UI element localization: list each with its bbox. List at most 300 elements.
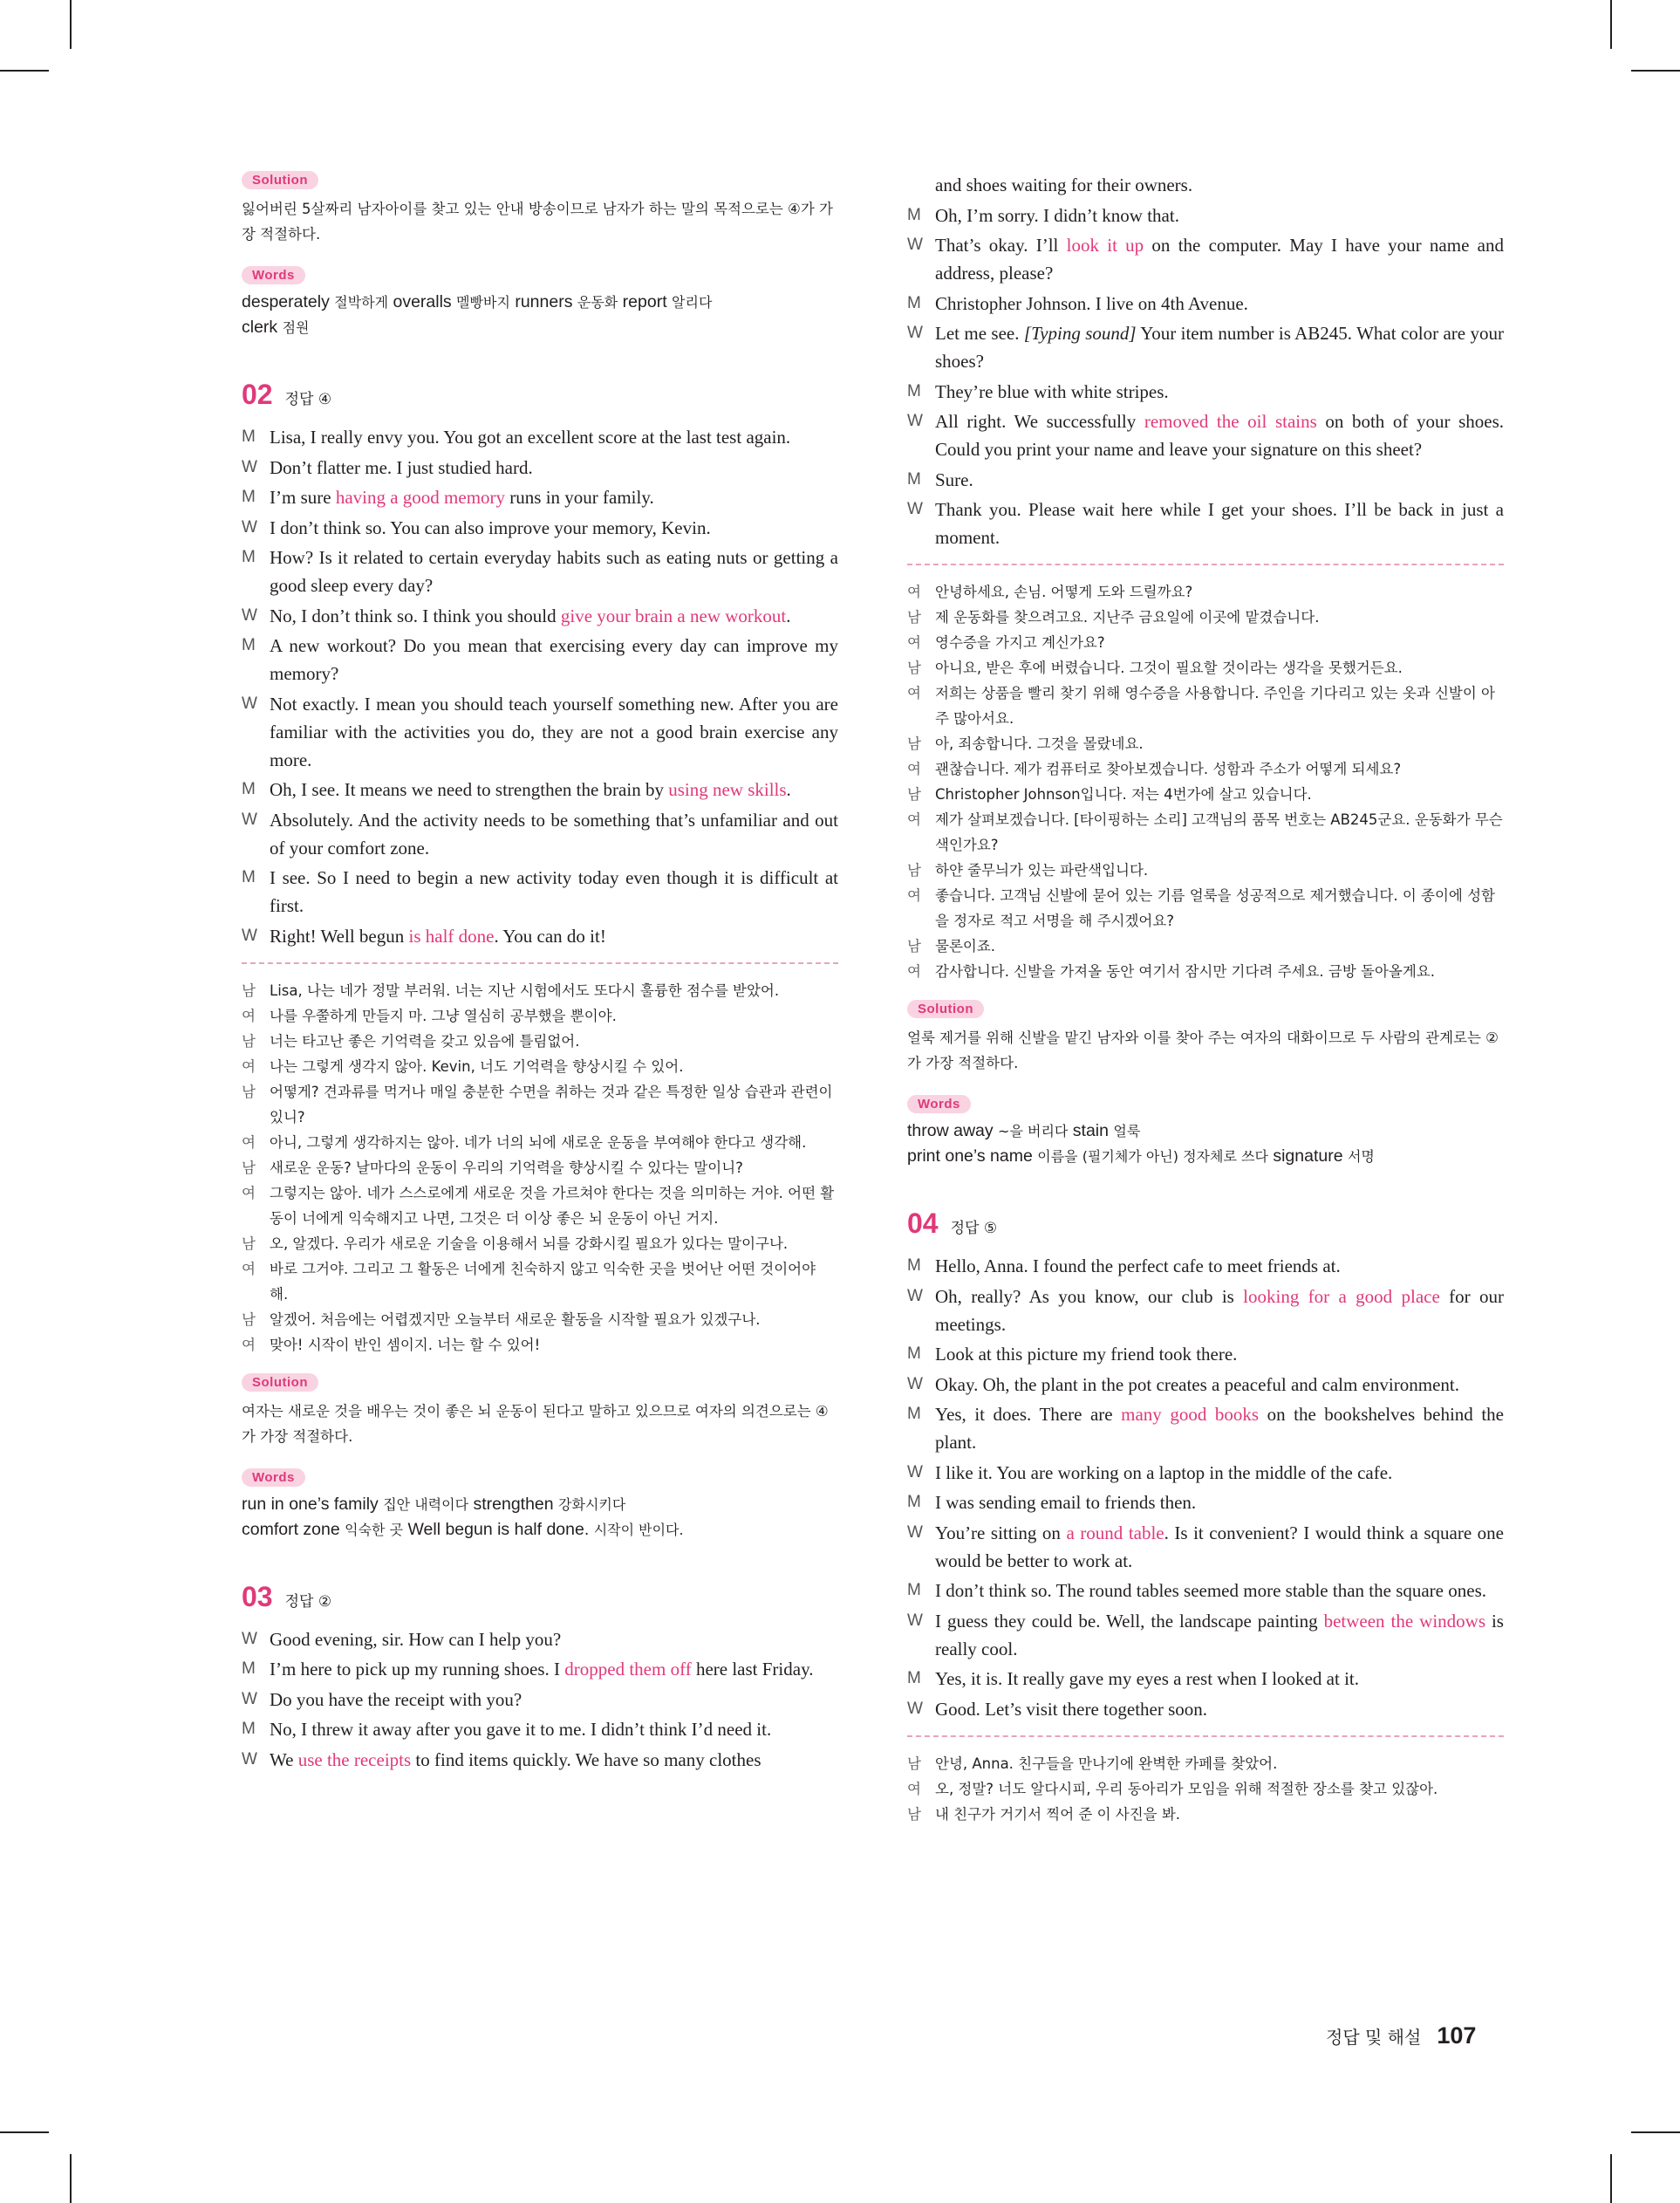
word-term: comfort zone — [242, 1519, 345, 1539]
word-meaning: 얼룩 — [1113, 1123, 1141, 1139]
translation-text: 안녕, Anna. 친구들을 만나기에 완벽한 카페를 찾았어. — [935, 1755, 1278, 1772]
dialogue-text — [270, 1655, 838, 1683]
dashed-divider — [907, 1735, 1504, 1737]
speaker-label: W — [907, 500, 923, 518]
solution-text: 여자는 새로운 것을 배우는 것이 좋은 뇌 운동이 된다고 말하고 있으므로 여자의 의견으로는 ④가 가장 적절하다. — [242, 1402, 829, 1445]
speaker-label — [907, 171, 935, 199]
translation-line — [907, 756, 1504, 782]
text-run: That’s okay. I’ll — [935, 235, 1067, 256]
text-run: Hello, Anna. I found the perfect cafe to meet friends at. — [935, 1255, 1341, 1276]
translation-line — [907, 934, 1504, 959]
dialogue-line — [907, 496, 1504, 551]
translation-text: 오, 알겠다. 우리가 새로운 기술을 이용해서 뇌를 강화시킬 필요가 있다는 말이구나. — [270, 1235, 789, 1252]
speaker-label: M — [242, 428, 256, 446]
text-run: runs in your family. — [505, 487, 654, 508]
text-run: . Is it convenient? I would think a square one would be better to work at. — [935, 1522, 1504, 1571]
translation-text: Christopher Johnson입니다. 저는 4번가에 살고 있습니다. — [935, 786, 1312, 803]
text-run: Absolutely. And the activity needs to be something that’s unfamiliar and out of your comfort zone. — [270, 809, 838, 859]
text-run: Yes, it is. It really gave my eyes a rest when I looked at it. — [935, 1668, 1360, 1689]
text-run: No, I threw it away after you gave it to me. I didn’t think I’d need it. — [270, 1719, 772, 1740]
translation-text: 저희는 상품을 빨리 찾기 위해 영수증을 사용합니다. 주인을 기다리고 있는 옷과 신발이 아주 많아서요. — [935, 685, 1495, 727]
speaker-label: 여 — [907, 584, 921, 600]
dialogue-text — [935, 1283, 1504, 1338]
word-meaning: 익숙한 곳 — [345, 1521, 404, 1538]
words-line — [242, 1492, 838, 1517]
translation-line — [242, 1130, 838, 1155]
korean-translation-02 — [242, 978, 838, 1358]
page-footer — [1326, 2022, 1476, 2049]
translation-line — [907, 883, 1504, 934]
dialogue-line — [242, 1746, 838, 1774]
translation-text: 아니요, 받은 후에 버렸습니다. 그것이 필요할 것이라는 생각을 못했거든요. — [935, 660, 1403, 676]
dialogue-text — [935, 290, 1504, 318]
text-run: Right! Well begun — [270, 925, 409, 947]
translation-text: 영수증을 가지고 계신가요? — [935, 634, 1105, 651]
speaker-label: 여 — [242, 1260, 256, 1277]
q2-words — [242, 1468, 838, 1543]
text-run: Good. Let’s visit there together soon. — [935, 1698, 1208, 1720]
speaker-label: 여 — [907, 811, 921, 828]
solution-badge: Solution — [907, 1000, 984, 1018]
q3-solution — [907, 1000, 1504, 1076]
dialogue-text — [270, 632, 838, 688]
translation-line — [242, 1231, 838, 1256]
answer-label: 정답 ⑤ — [950, 1220, 998, 1237]
text-run: . — [786, 779, 791, 800]
translation-text: 오, 정말? 너도 알다시피, 우리 동아리가 모임을 위해 적절한 장소를 찾고 있잖아. — [935, 1780, 1438, 1797]
speaker-label: W — [242, 457, 257, 476]
translation-line — [907, 1776, 1504, 1802]
dialogue-text — [935, 1577, 1504, 1604]
speaker-label: 여 — [907, 634, 921, 651]
footer-label: 정답 및 해설 — [1326, 2027, 1422, 2048]
speaker-label: W — [242, 1689, 257, 1708]
translation-text: 너는 타고난 좋은 기억력을 갖고 있음에 틀림없어. — [270, 1032, 580, 1050]
dialogue-text — [270, 483, 838, 511]
page-number: 107 — [1437, 2022, 1477, 2049]
speaker-label: 남 — [907, 1755, 921, 1772]
highlighted-phrase: using new skills — [668, 779, 787, 800]
dialogue-line — [907, 290, 1504, 318]
translation-line — [242, 1054, 838, 1079]
dialogue-line — [242, 632, 838, 688]
speaker-label: 여 — [907, 887, 921, 904]
dialogue-03-continued — [907, 171, 1504, 551]
translation-line — [242, 1003, 838, 1029]
dialogue-line — [907, 407, 1504, 463]
crop-mark — [0, 2131, 49, 2133]
text-run: Oh, I see. It means we need to strengthen the brain by — [270, 779, 669, 800]
dialogue-text — [935, 378, 1504, 406]
dialogue-line — [907, 1371, 1504, 1399]
dialogue-text — [935, 1665, 1504, 1693]
text-run: . — [786, 605, 791, 626]
speaker-label: 여 — [907, 761, 921, 777]
dialogue-text — [935, 1488, 1504, 1516]
dialogue-line — [242, 1655, 838, 1683]
speaker-label: M — [242, 548, 256, 566]
text-run: I guess they could be. Well, the landscape painting — [935, 1610, 1324, 1632]
speaker-label: 남 — [907, 609, 921, 626]
dialogue-line — [907, 1283, 1504, 1338]
translation-text: 안녕하세요, 손님. 어떻게 도와 드릴까요? — [935, 584, 1193, 600]
translation-text: 아니, 그렇게 생각하지는 않아. 네가 너의 뇌에 새로운 운동을 부여해야 한다고 생각해. — [270, 1133, 807, 1151]
speaker-label: M — [242, 488, 256, 506]
speaker-label: 여 — [907, 685, 921, 701]
translation-text: 감사합니다. 신발을 가져올 동안 여기서 잠시만 기다려 주세요. 금방 돌아올게요. — [935, 963, 1435, 980]
dialogue-text — [935, 1607, 1504, 1663]
translation-text: 제 운동화를 찾으려고요. 지난주 금요일에 이곳에 맡겼습니다. — [935, 609, 1320, 626]
speaker-label: 남 — [907, 938, 921, 954]
question-header-04 — [907, 1208, 1504, 1240]
translation-line — [907, 655, 1504, 681]
speaker-label: M — [242, 636, 256, 654]
text-run: Don’t flatter me. I just studied hard. — [270, 456, 533, 478]
translation-line — [907, 1802, 1504, 1827]
dialogue-line — [242, 454, 838, 482]
dialogue-text — [935, 407, 1504, 463]
speaker-label: W — [907, 1611, 923, 1630]
text-run: Oh, really? As you know, our club is — [935, 1285, 1244, 1307]
translation-text: 하얀 줄무늬가 있는 파란색입니다. — [935, 862, 1149, 879]
speaker-label: W — [907, 1699, 923, 1718]
text-run: Do you have the receipt with you? — [270, 1688, 522, 1710]
dialogue-text — [270, 514, 838, 542]
word-term: run in one’s family — [242, 1494, 384, 1514]
text-run: I see. So I need to begin a new activity today even though it is difficult at first. — [270, 867, 838, 916]
dialogue-text — [270, 864, 838, 920]
speaker-label: M — [242, 780, 256, 798]
dialogue-line — [242, 806, 838, 862]
speaker-label: 여 — [242, 1336, 256, 1353]
translation-line — [907, 605, 1504, 630]
korean-translation-04 — [907, 1751, 1504, 1827]
speaker-label: 남 — [242, 1159, 256, 1176]
speaker-label: W — [907, 1286, 923, 1305]
text-run: Sure. — [935, 469, 973, 490]
translation-line — [242, 1307, 838, 1332]
translation-text: 아, 죄송합니다. 그것을 몰랐네요. — [935, 735, 1144, 752]
dialogue-line — [242, 1625, 838, 1653]
text-run: Thank you. Please wait here while I get your shoes. I’ll be back in just a moment. — [935, 499, 1504, 548]
dialogue-text — [935, 496, 1504, 551]
dialogue-text — [935, 1695, 1504, 1723]
question-number: 02 — [242, 379, 273, 410]
word-term: print one’s name — [907, 1146, 1038, 1166]
text-run: I’m here to pick up my running shoes. I — [270, 1659, 565, 1680]
korean-translation-03 — [907, 579, 1504, 984]
speaker-label: W — [242, 926, 257, 945]
translation-text: 내 친구가 거기서 찍어 준 이 사진을 봐. — [935, 1805, 1181, 1823]
translation-line — [242, 1180, 838, 1231]
dialogue-02 — [242, 423, 838, 950]
translation-text: 나를 우쭐하게 만들지 마. 그냥 열심히 공부했을 뿐이야. — [270, 1007, 617, 1024]
text-run: You’re sitting on — [935, 1522, 1067, 1543]
speaker-label: W — [242, 517, 257, 537]
question-number: 03 — [242, 1580, 273, 1612]
translation-line — [242, 978, 838, 1003]
text-run: Not exactly. I mean you should teach yourself something new. After you are familiar with the activities you do, they are not a good brain exercise any more. — [270, 693, 838, 770]
crop-mark — [1610, 2154, 1612, 2203]
words-badge: Words — [242, 266, 305, 284]
translation-text: 나는 그렇게 생각지 않아. Kevin, 너도 기억력을 향상시킬 수 있어. — [270, 1057, 684, 1075]
dialogue-line — [907, 378, 1504, 406]
answer-label: 정답 ② — [284, 1592, 332, 1611]
word-meaning: 강화시키다 — [558, 1495, 626, 1513]
word-term: signature — [1267, 1146, 1348, 1166]
dialogue-line — [242, 514, 838, 542]
highlighted-phrase: dropped them off — [564, 1659, 692, 1680]
speaker-label: W — [242, 605, 257, 625]
highlighted-phrase: look it up — [1066, 235, 1144, 256]
dialogue-line — [907, 1519, 1504, 1575]
text-run: Good evening, sir. How can I help you? — [270, 1628, 562, 1650]
word-meaning: ~을 버리다 — [998, 1123, 1069, 1139]
speaker-label: 남 — [242, 1310, 256, 1328]
dialogue-line — [907, 1459, 1504, 1487]
speaker-label: 남 — [907, 786, 921, 803]
dialogue-line — [907, 231, 1504, 287]
solution-text: 잃어버린 5살짜리 남자아이를 찾고 있는 안내 방송이므로 남자가 하는 말의 목적으로는 ④가 가장 적절하다. — [242, 201, 833, 243]
dialogue-line — [242, 776, 838, 804]
dialogue-line — [242, 1715, 838, 1743]
crop-mark — [0, 70, 49, 72]
text-run: Look at this picture my friend took there. — [935, 1344, 1238, 1365]
question-header-03 — [242, 1581, 838, 1613]
speaker-label: W — [907, 1462, 923, 1481]
text-run: We — [270, 1748, 298, 1770]
q1-solution — [242, 171, 838, 247]
word-meaning: 서명 — [1347, 1148, 1375, 1165]
speaker-label: M — [907, 205, 921, 224]
dialogue-text — [270, 1686, 838, 1714]
q1-words — [242, 266, 838, 340]
speaker-label: 여 — [907, 963, 921, 980]
text-run: is really cool. — [935, 1610, 1504, 1659]
dialogue-line — [242, 544, 838, 599]
translation-text: Lisa, 나는 네가 정말 부러워. 너는 지난 시험에서도 또다시 훌륭한 점수를 받았어. — [270, 982, 780, 999]
highlighted-phrase: use the receipts — [297, 1748, 412, 1770]
dialogue-text — [935, 1340, 1504, 1368]
speaker-label: 남 — [242, 982, 256, 999]
speaker-label: 남 — [242, 1235, 256, 1252]
speaker-label: M — [907, 1669, 921, 1687]
speaker-label: 남 — [907, 1805, 921, 1823]
speaker-label: W — [242, 810, 257, 829]
speaker-label: M — [907, 1493, 921, 1511]
speaker-label: M — [242, 1720, 256, 1738]
text-run: I don’t think so. You can also improve your memory, Kevin. — [270, 517, 711, 538]
highlighted-phrase: give your brain a new workout — [560, 605, 787, 626]
words-badge: Words — [242, 1468, 305, 1487]
dialogue-text — [935, 1519, 1504, 1575]
solution-badge: Solution — [242, 1373, 318, 1392]
translation-line — [907, 782, 1504, 807]
text-run: Okay. Oh, the plant in the pot creates a peaceful and calm environment. — [935, 1373, 1459, 1395]
question-number: 04 — [907, 1208, 939, 1239]
dialogue-text — [935, 466, 1504, 494]
dialogue-04 — [907, 1252, 1504, 1723]
speaker-label: W — [907, 412, 923, 430]
speaker-label: 여 — [907, 1780, 921, 1797]
translation-line — [907, 681, 1504, 731]
highlighted-phrase: many good books — [1121, 1404, 1260, 1425]
translation-text: 좋습니다. 고객님 신발에 묻어 있는 기름 얼룩을 성공적으로 제거했습니다. 이 종이에 성함을 정자로 적고 서명을 해 주시겠어요? — [935, 887, 1495, 929]
translation-line — [907, 630, 1504, 655]
right-column — [907, 171, 1504, 1827]
dialogue-text — [935, 1371, 1504, 1399]
dialogue-text — [935, 1459, 1504, 1487]
translation-line — [907, 807, 1504, 858]
translation-line — [907, 1751, 1504, 1776]
word-meaning: 이름을 (필기체가 아닌) 정자체로 쓰다 — [1037, 1148, 1268, 1165]
dialogue-text — [935, 1400, 1504, 1456]
speaker-label: M — [907, 1256, 921, 1275]
crop-mark — [70, 0, 72, 49]
words-line — [907, 1144, 1504, 1169]
translation-line — [242, 1332, 838, 1358]
speaker-label: W — [242, 1749, 257, 1769]
dialogue-text — [935, 231, 1504, 287]
word-meaning: 절박하게 — [334, 294, 389, 311]
speaker-label: 남 — [907, 735, 921, 752]
dialogue-line — [907, 1488, 1504, 1516]
text-run: A new workout? Do you mean that exercising every day can improve my memory? — [270, 635, 838, 684]
dialogue-text — [935, 319, 1504, 375]
translation-text: 바로 그거야. 그리고 그 활동은 너에게 친숙하지 않고 익숙한 곳을 벗어난 어떤 것이어야 해. — [270, 1260, 816, 1303]
translation-text: 알겠어. 처음에는 어렵겠지만 오늘부터 새로운 활동을 시작할 필요가 있겠구나. — [270, 1310, 761, 1328]
speaker-label: M — [242, 868, 256, 886]
words-list — [242, 290, 838, 340]
translation-text: 괜찮습니다. 제가 컴퓨터로 찾아보겠습니다. 성함과 주소가 어떻게 되세요? — [935, 761, 1402, 777]
word-term: stain — [1068, 1121, 1114, 1140]
translation-line — [242, 1079, 838, 1130]
text-run: All right. We successfully — [935, 411, 1144, 432]
dialogue-text — [935, 1252, 1504, 1280]
translation-text: 제가 살펴보겠습니다. [타이핑하는 소리] 고객님의 품목 번호는 AB245군요. 운동화가 무슨 색인가요? — [935, 811, 1503, 853]
word-meaning: 점원 — [282, 319, 310, 336]
speaker-label: W — [242, 694, 257, 713]
dialogue-line — [242, 1686, 838, 1714]
word-term: Well begun is half done. — [403, 1519, 594, 1539]
text-run: No, I don’t think so. I think you should — [270, 605, 561, 626]
translation-line — [907, 731, 1504, 756]
dialogue-line — [907, 1340, 1504, 1368]
translation-text: 새로운 운동? 날마다의 운동이 우리의 기억력을 향상시킬 수 있다는 말이니? — [270, 1159, 743, 1176]
words-list — [907, 1119, 1504, 1169]
speaker-label: W — [907, 1522, 923, 1542]
speaker-label: 여 — [242, 1133, 256, 1151]
dialogue-line — [242, 483, 838, 511]
word-term: overalls — [388, 292, 457, 311]
highlighted-phrase: removed the oil stains — [1144, 411, 1317, 432]
left-column — [242, 171, 838, 1775]
speaker-label: M — [242, 1659, 256, 1678]
text-run: Your item number is AB245. What color are your shoes? — [935, 323, 1504, 372]
word-term: report — [618, 292, 673, 311]
words-line — [242, 315, 838, 340]
speaker-label: M — [907, 293, 921, 312]
dialogue-text — [270, 602, 838, 630]
word-term: clerk — [242, 318, 283, 337]
translation-line — [907, 858, 1504, 883]
speaker-label: 남 — [242, 1032, 256, 1050]
dialogue-text — [270, 423, 838, 451]
dialogue-line — [242, 423, 838, 451]
crop-mark — [1631, 70, 1680, 72]
text-run: I’m sure — [270, 487, 336, 508]
translation-text: 어떻게? 견과류를 먹거나 매일 충분한 수면을 취하는 것과 같은 특정한 일상 습관과 관련이 있니? — [270, 1083, 833, 1125]
speaker-label: W — [907, 236, 923, 254]
speaker-label: 남 — [907, 660, 921, 676]
translation-line — [242, 1256, 838, 1307]
highlighted-phrase: is half done — [408, 925, 495, 947]
dialogue-text — [270, 690, 838, 774]
words-line — [242, 290, 838, 315]
text-run: Lisa, I really envy you. You got an excellent score at the last test again. — [270, 427, 791, 448]
speaker-label: M — [907, 1344, 921, 1363]
text-run: They’re blue with white stripes. — [935, 380, 1169, 402]
speaker-label: 여 — [242, 1007, 256, 1024]
text-run: Oh, I’m sorry. I didn’t know that. — [935, 204, 1179, 226]
dialogue-text — [270, 776, 838, 804]
word-term: runners — [509, 292, 577, 311]
translation-text: 물론이죠. — [935, 938, 996, 954]
speaker-label: W — [907, 324, 923, 342]
text-run: Let me see. — [935, 323, 1024, 344]
dialogue-text — [270, 1625, 838, 1653]
dialogue-line — [907, 1695, 1504, 1723]
highlighted-phrase: between the windows — [1323, 1610, 1485, 1632]
text-run: . You can do it! — [494, 925, 606, 947]
text-run: How? Is it related to certain everyday habits such as eating nuts or getting a good sleep every day? — [270, 547, 838, 596]
crop-mark — [1610, 0, 1612, 49]
dialogue-line — [907, 1252, 1504, 1280]
text-run: Christopher Johnson. I live on 4th Avenue. — [935, 292, 1248, 314]
translation-line — [907, 959, 1504, 984]
dialogue-text — [270, 806, 838, 862]
text-run: on both of your shoes. Could you print your name and leave your signature on this sheet? — [935, 411, 1504, 460]
question-header-02 — [242, 379, 838, 411]
speaker-label: M — [907, 1405, 921, 1423]
text-run: here last Friday. — [691, 1659, 814, 1680]
text-run: for our meetings. — [935, 1285, 1504, 1335]
word-meaning: 집안 내력이다 — [383, 1495, 469, 1513]
speaker-label: 여 — [242, 1057, 256, 1075]
highlighted-phrase: having a good memory — [335, 487, 506, 508]
word-meaning: 멜빵바지 — [456, 294, 510, 311]
dialogue-03 — [242, 1625, 838, 1774]
translation-text: 맞아! 시작이 반인 셈이지. 너는 할 수 있어! — [270, 1336, 541, 1353]
word-meaning: 시작이 반이다. — [593, 1521, 684, 1538]
answer-label: 정답 ④ — [284, 391, 332, 408]
translation-text: 그렇지는 않아. 네가 스스로에게 새로운 것을 가르쳐야 한다는 것을 의미하는 거야. 어떤 활동이 너에게 익숙해지고 나면, 그것은 더 이상 좋은 뇌 운동이 아닌 거지. — [270, 1184, 835, 1227]
speaker-label: M — [907, 381, 921, 400]
solution-badge: Solution — [242, 171, 318, 189]
dialogue-line — [907, 319, 1504, 375]
dialogue-line — [242, 864, 838, 920]
dialogue-text — [270, 454, 838, 482]
dialogue-text — [270, 922, 838, 950]
speaker-label: 여 — [242, 1184, 256, 1201]
dialogue-line — [907, 1607, 1504, 1663]
q2-solution — [242, 1373, 838, 1449]
solution-text: 얼룩 제거를 위해 신발을 맡긴 남자와 이를 찾아 주는 여자의 대화이므로 두 사람의 관계로는 ②가 가장 적절하다. — [907, 1030, 1499, 1071]
text-run: to find items quickly. We have so many clothes — [411, 1748, 761, 1770]
dialogue-text — [935, 202, 1504, 229]
text-run: I was sending email to friends then. — [935, 1492, 1197, 1513]
text-run: and shoes waiting for their owners. — [935, 174, 1193, 195]
